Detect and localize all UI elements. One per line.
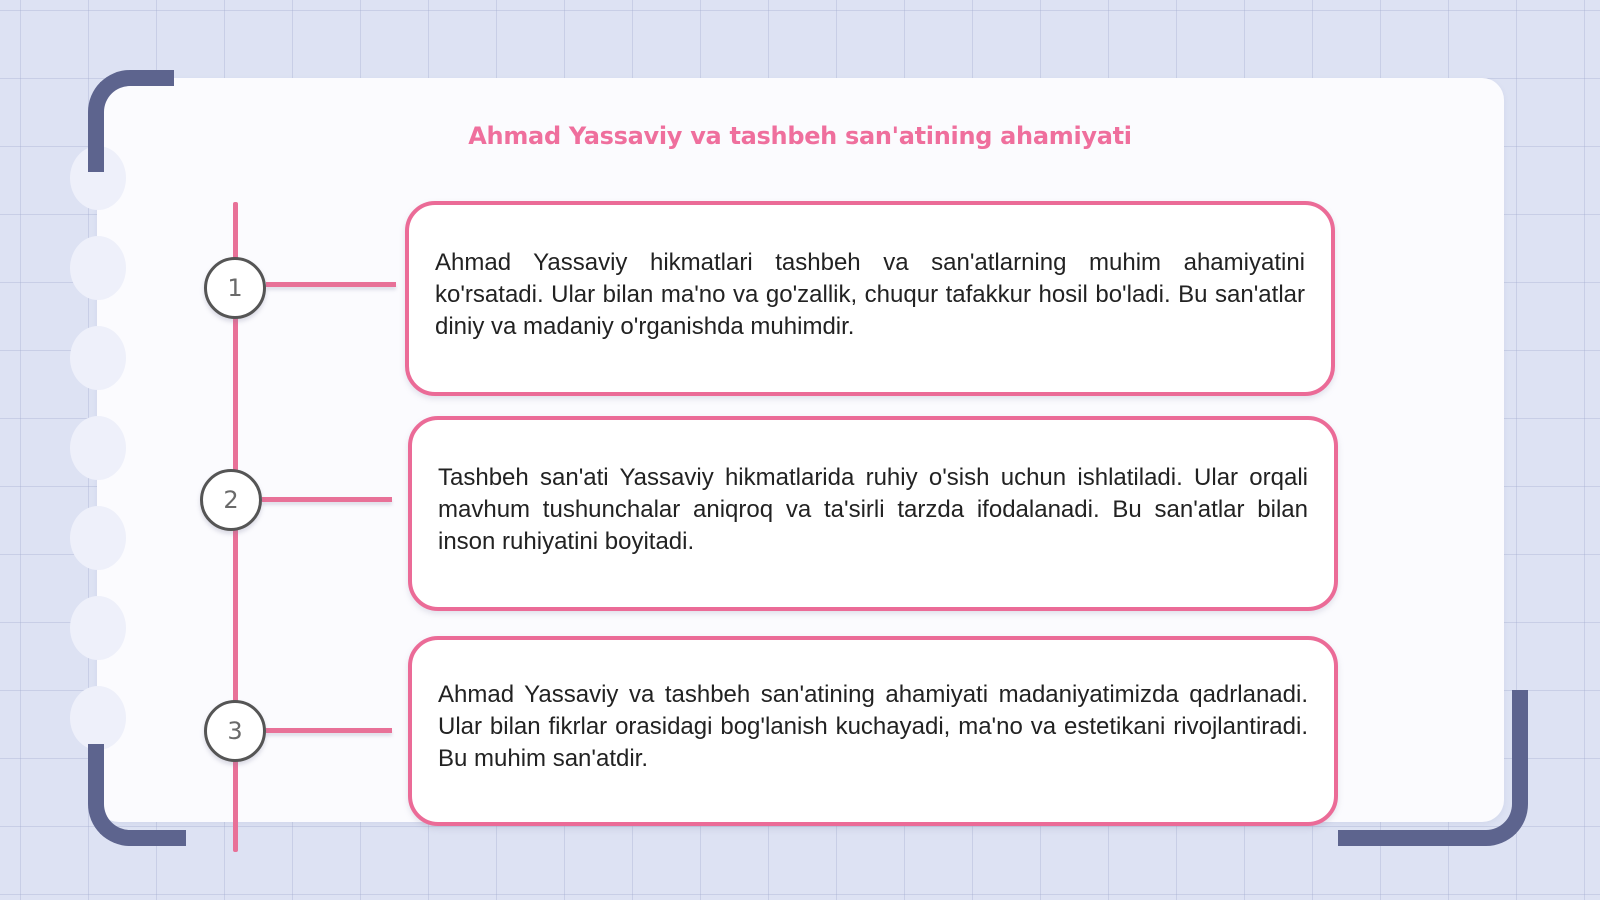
step-card-1 <box>405 201 1335 396</box>
paper-scallop <box>70 686 126 750</box>
paper-scallop <box>70 326 126 390</box>
step-card-2 <box>408 416 1338 611</box>
corner-bracket-bottom-right <box>1338 690 1528 846</box>
step-number-3: 3 <box>204 700 266 762</box>
slide-title: Ahmad Yassaviy va tashbeh san'atining ahamiyati <box>468 122 1132 150</box>
step-text-3: Ahmad Yassaviy va tashbeh san'atining ahamiyati madaniyatimizda qadrlanadi. Ular bilan fikrlar orasidagi bog'lanish kuchayadi, ma'no va estetikani rivojlantiradi. Bu muhim san'atdir. <box>438 681 1308 772</box>
timeline-connector <box>266 282 396 287</box>
paper-scallop <box>70 236 126 300</box>
step-card-3 <box>408 636 1338 826</box>
corner-bracket-top-left <box>88 70 174 172</box>
paper-scallop <box>70 596 126 660</box>
paper-scallop <box>70 416 126 480</box>
step-text-1: Ahmad Yassaviy hikmatlari tashbeh va san'atlarning muhim ahamiyatini ko'rsatadi. Ular bilan ma'no va go'zallik, chuqur tafakkur hosil bo'ladi. Bu san'atlar diniy va madaniy o'rganishda muhimdir. <box>435 248 1305 340</box>
timeline-connector <box>262 497 392 502</box>
corner-bracket-bottom-left <box>88 744 186 846</box>
paper-scallop <box>70 506 126 570</box>
step-number-1: 1 <box>204 257 266 319</box>
timeline-connector <box>266 728 392 733</box>
step-text-2: Tashbeh san'ati Yassaviy hikmatlarida ruhiy o'sish uchun ishlatiladi. Ular orqali mavhum tushunchalar aniqroq va ta'sirli tarzda ifodalanadi. Bu san'atlar bilan inson ruhiyatini boyitadi. <box>438 463 1308 555</box>
step-number-2: 2 <box>200 469 262 531</box>
